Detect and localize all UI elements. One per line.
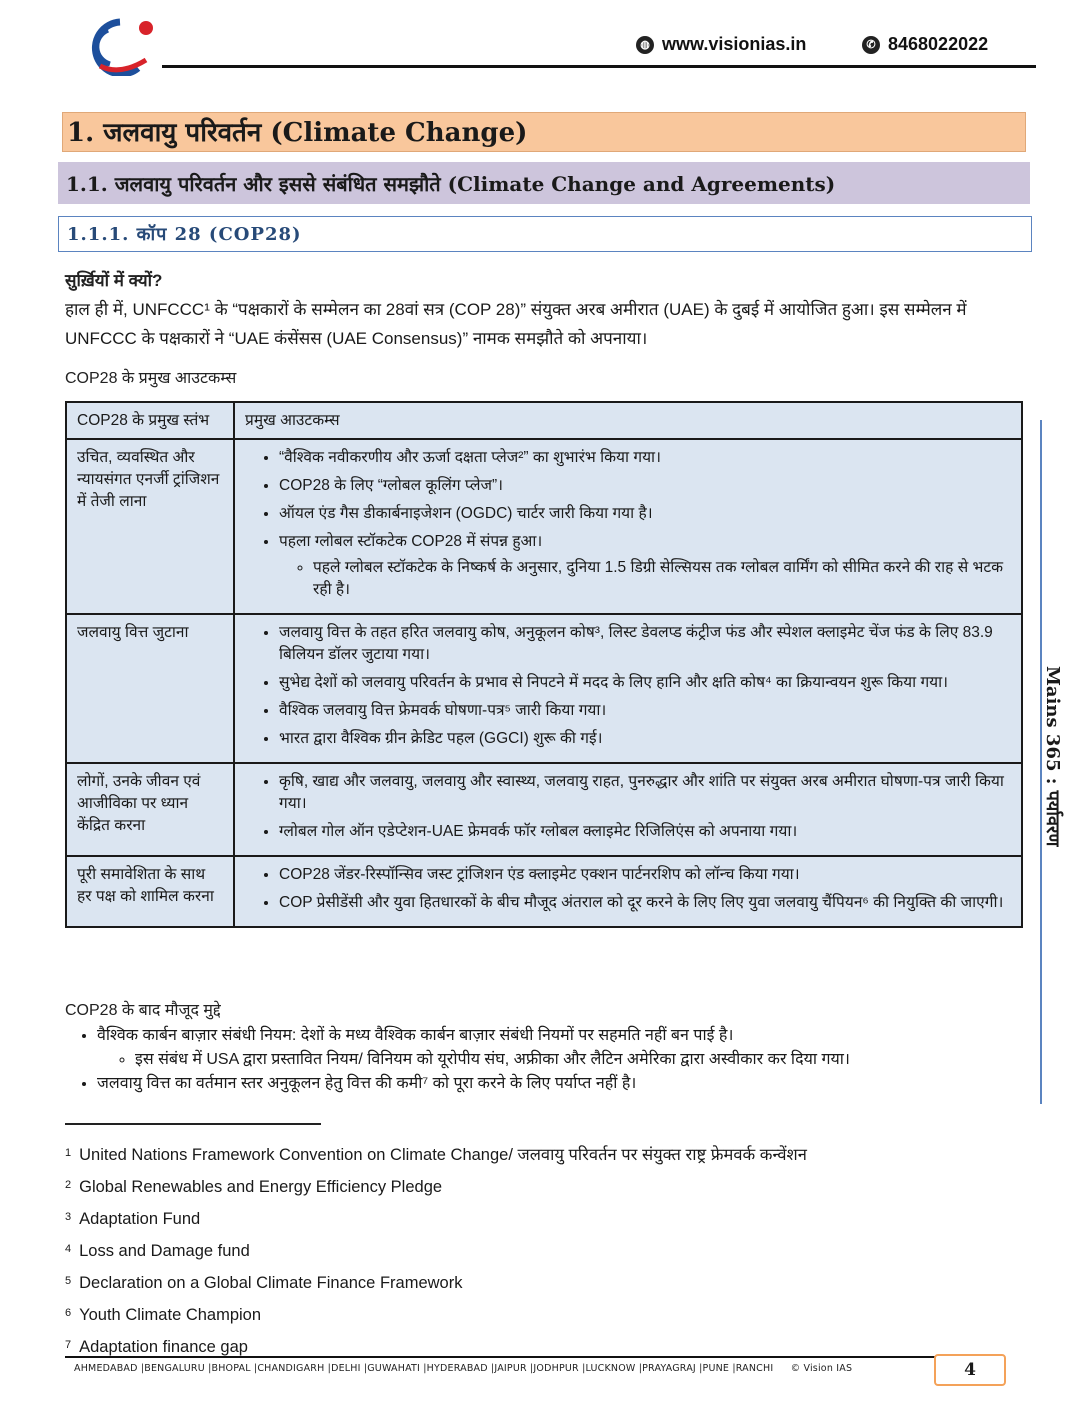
list-item	[97, 1024, 1025, 1072]
footnote-divider	[65, 1123, 321, 1125]
list-item: • वैश्विक जलवायु वित्त फ्रेमवर्क घोषणा-पत्र⁵ जारी किया गया।	[279, 700, 1011, 722]
issues-title: COP28 के बाद मौजूद मुद्दे	[65, 1002, 221, 1019]
footnote	[65, 1170, 807, 1202]
intro-block	[65, 266, 1025, 353]
page-number: 4	[964, 1360, 976, 1380]
outcomes-list	[245, 622, 1011, 750]
issues-list-block	[65, 1024, 1025, 1096]
header-cell-outcomes: प्रमुख आउटकम्स	[234, 402, 1022, 439]
footnote-text: Adaptation finance gap	[79, 1338, 248, 1356]
footnote-number: 4	[65, 1243, 72, 1255]
vision-ias-logo	[80, 16, 160, 76]
list-item	[279, 531, 1011, 601]
table-header-row	[66, 402, 1022, 439]
sub-list	[279, 557, 1011, 601]
list-item: • ऑयल एंड गैस डीकार्बनाइजेशन (OGDC) चार्टर जारी किया गया है।	[279, 503, 1011, 525]
side-label: Mains 365 : पर्यावरण	[1042, 666, 1063, 847]
header-cell-pillar: COP28 के प्रमुख स्तंभ	[66, 402, 234, 439]
table-row	[66, 763, 1022, 856]
footnote	[65, 1202, 807, 1234]
list-item: • जलवायु वित्त के तहत हरित जलवायु कोष, अनुकूलन कोष³, लिस्ट डेवलप्ड कंट्रीज फंड और स्पेशल क्लाइमेट चेंज फंड के लिए 83.9 बिलियन डॉलर जुटाया गया।	[279, 622, 1011, 666]
footnote-number: 1	[65, 1147, 72, 1159]
table-row	[66, 614, 1022, 763]
pillar-cell: लोगों, उनके जीवन एवं आजीविका पर ध्यान केंद्रित करना	[66, 763, 234, 856]
outcomes-cell	[234, 614, 1022, 763]
list-item-text: पहला ग्लोबल स्टॉकटेक COP28 में संपन्न हुआ।	[279, 533, 543, 550]
footnote-text: Declaration on a Global Climate Finance Framework	[79, 1274, 463, 1292]
outcomes-cell	[234, 439, 1022, 614]
footnote	[65, 1234, 807, 1266]
footnote-number: 3	[65, 1211, 72, 1223]
whatsapp-icon: ✆	[862, 36, 880, 54]
footer-city-list: AHMEDABAD |BENGALURU |BHOPAL |CHANDIGARH |DELHI |GUWAHATI |HYDERABAD |JAIPUR |JODHPUR |LUCKNOW |PRAYAGRAJ |PUNE |RANCHI	[74, 1363, 774, 1374]
sub-list	[97, 1048, 1025, 1072]
pillar-cell: जलवायु वित्त जुटाना	[66, 614, 234, 763]
pillar-cell: पूरी समावेशिता के साथ हर पक्ष को शामिल करना	[66, 856, 234, 927]
table-row	[66, 856, 1022, 927]
footer-divider	[65, 1356, 1000, 1358]
table-row	[66, 439, 1022, 614]
footnote-text: Global Renewables and Energy Efficiency Pledge	[79, 1178, 443, 1196]
footnote-text: Loss and Damage fund	[79, 1242, 250, 1260]
list-item: • कृषि, खाद्य और जलवायु, जलवायु और स्वास्थ्य, जलवायु राहत, पुनरुद्धार और शांति पर संयुक्त अरब अमीरात घोषणा-पत्र जारी किया गया।	[279, 771, 1011, 815]
footnote-number: 6	[65, 1307, 72, 1319]
list-item: • COP28 के लिए “ग्लोबल कूलिंग प्लेज”।	[279, 475, 1011, 497]
footer-cities	[74, 1363, 852, 1374]
phone-contact[interactable]	[862, 34, 988, 55]
header-divider	[162, 65, 1036, 68]
phone-number: 8468022022	[888, 34, 989, 54]
intro-line-1: हाल ही में, UNFCCC¹ के “पक्षकारों के सम्मेलन का 28वां सत्र (COP 28)” संयुक्त अरब अमीरात (UAE) के दुबई में आयोजित हुआ। इस सम्मेलन में	[65, 300, 967, 319]
page-number-box	[934, 1354, 1006, 1386]
list-item: • सुभेद्य देशों को जलवायु परिवर्तन के प्रभाव से निपटने में मदद के लिए हानि और क्षति कोष⁴ का क्रियान्वयन शुरू किया गया।	[279, 672, 1011, 694]
list-item: • COP28 जेंडर-रिस्पॉन्सिव जस्ट ट्रांजिशन एंड क्लाइमेट एक्शन पार्टनरशिप को लॉन्च किया गया।	[279, 864, 1011, 886]
outcomes-list	[245, 447, 1011, 601]
outcomes-list	[245, 864, 1011, 914]
list-item-text: वैश्विक कार्बन बाज़ार संबंधी नियम: देशों के मध्य वैश्विक कार्बन बाज़ार संबंधी नियमों पर सहमति नहीं बन पाई है।	[97, 1027, 734, 1044]
sub-list-item: ◦ इस संबंध में USA द्वारा प्रस्तावित नियम/ विनियम को यूरोपीय संघ, अफ्रीका और लैटिन अमेरिका द्वारा अस्वीकार कर दिया गया।	[135, 1048, 1025, 1072]
cop28-outcomes-table	[65, 401, 1023, 928]
outcomes-cell	[234, 763, 1022, 856]
footnote-number: 7	[65, 1339, 72, 1351]
footer-copyright: © Vision IAS	[790, 1363, 853, 1374]
footnote-text: United Nations Framework Convention on Climate Change/ जलवायु परिवर्तन पर संयुक्त राष्ट्र फ्रेमवर्क कन्वेंशन	[79, 1146, 807, 1164]
footnote-text: Youth Climate Champion	[79, 1306, 262, 1324]
outcomes-cell	[234, 856, 1022, 927]
list-item: • ग्लोबल गोल ऑन एडेप्टेशन-UAE फ्रेमवर्क फॉर ग्लोबल क्लाइमेट रिजिलिएंस को अपनाया गया।	[279, 821, 1011, 843]
footnote	[65, 1138, 807, 1170]
website-contact[interactable]	[636, 34, 806, 55]
list-item: • COP प्रेसीडेंसी और युवा हितधारकों के बीच मौजूद अंतराल को दूर करने के लिए लिए युवा जलवायु चैंपियन⁶ की नियुक्ति की जाएगी।	[279, 892, 1011, 914]
footnote	[65, 1298, 807, 1330]
footnote-number: 5	[65, 1275, 72, 1287]
website-link[interactable]: www.visionias.in	[662, 34, 807, 54]
pillar-cell: उचित, व्यवस्थित और न्यायसंगत एनर्जी ट्रांजिशन में तेजी लाना	[66, 439, 234, 614]
globe-icon: ◍	[636, 36, 654, 54]
outcomes-list	[245, 771, 1011, 843]
list-item: • “वैश्विक नवीकरणीय और ऊर्जा दक्षता प्लेज²” का शुभारंभ किया गया।	[279, 447, 1011, 469]
why-in-news-title: सुर्ख़ियों में क्यों?	[65, 271, 163, 290]
chapter-heading: 1. जलवायु परिवर्तन (Climate Change)	[62, 112, 1026, 152]
sub-list-item: ◦ पहले ग्लोबल स्टॉकटेक के निष्कर्ष के अनुसार, दुनिया 1.5 डिग्री सेल्सियस तक ग्लोबल वार्मिंग को सीमित करने की राह से भटक रही है।	[313, 557, 1011, 601]
table-title: COP28 के प्रमुख आउटकम्स	[65, 370, 237, 387]
section-heading: 1.1. जलवायु परिवर्तन और इससे संबंधित समझौते (Climate Change and Agreements)	[58, 162, 1030, 204]
list-item: • जलवायु वित्त का वर्तमान स्तर अनुकूलन हेतु वित्त की कमी⁷ को पूरा करने के लिए पर्याप्त नहीं है।	[97, 1072, 1025, 1096]
footnotes	[65, 1138, 807, 1362]
footnote-number: 2	[65, 1179, 72, 1191]
list-item: • भारत द्वारा वैश्विक ग्रीन क्रेडिट पहल (GGCI) शुरू की गई।	[279, 728, 1011, 750]
intro-line-2: UNFCCC के पक्षकारों ने “UAE कंसेंसस (UAE Consensus)” नामक समझौते को अपनाया।	[65, 329, 648, 348]
issues-list	[65, 1024, 1025, 1096]
footnote	[65, 1266, 807, 1298]
subsection-heading: 1.1.1. कॉप 28 (COP28)	[58, 216, 1032, 252]
footnote-text: Adaptation Fund	[79, 1210, 201, 1228]
